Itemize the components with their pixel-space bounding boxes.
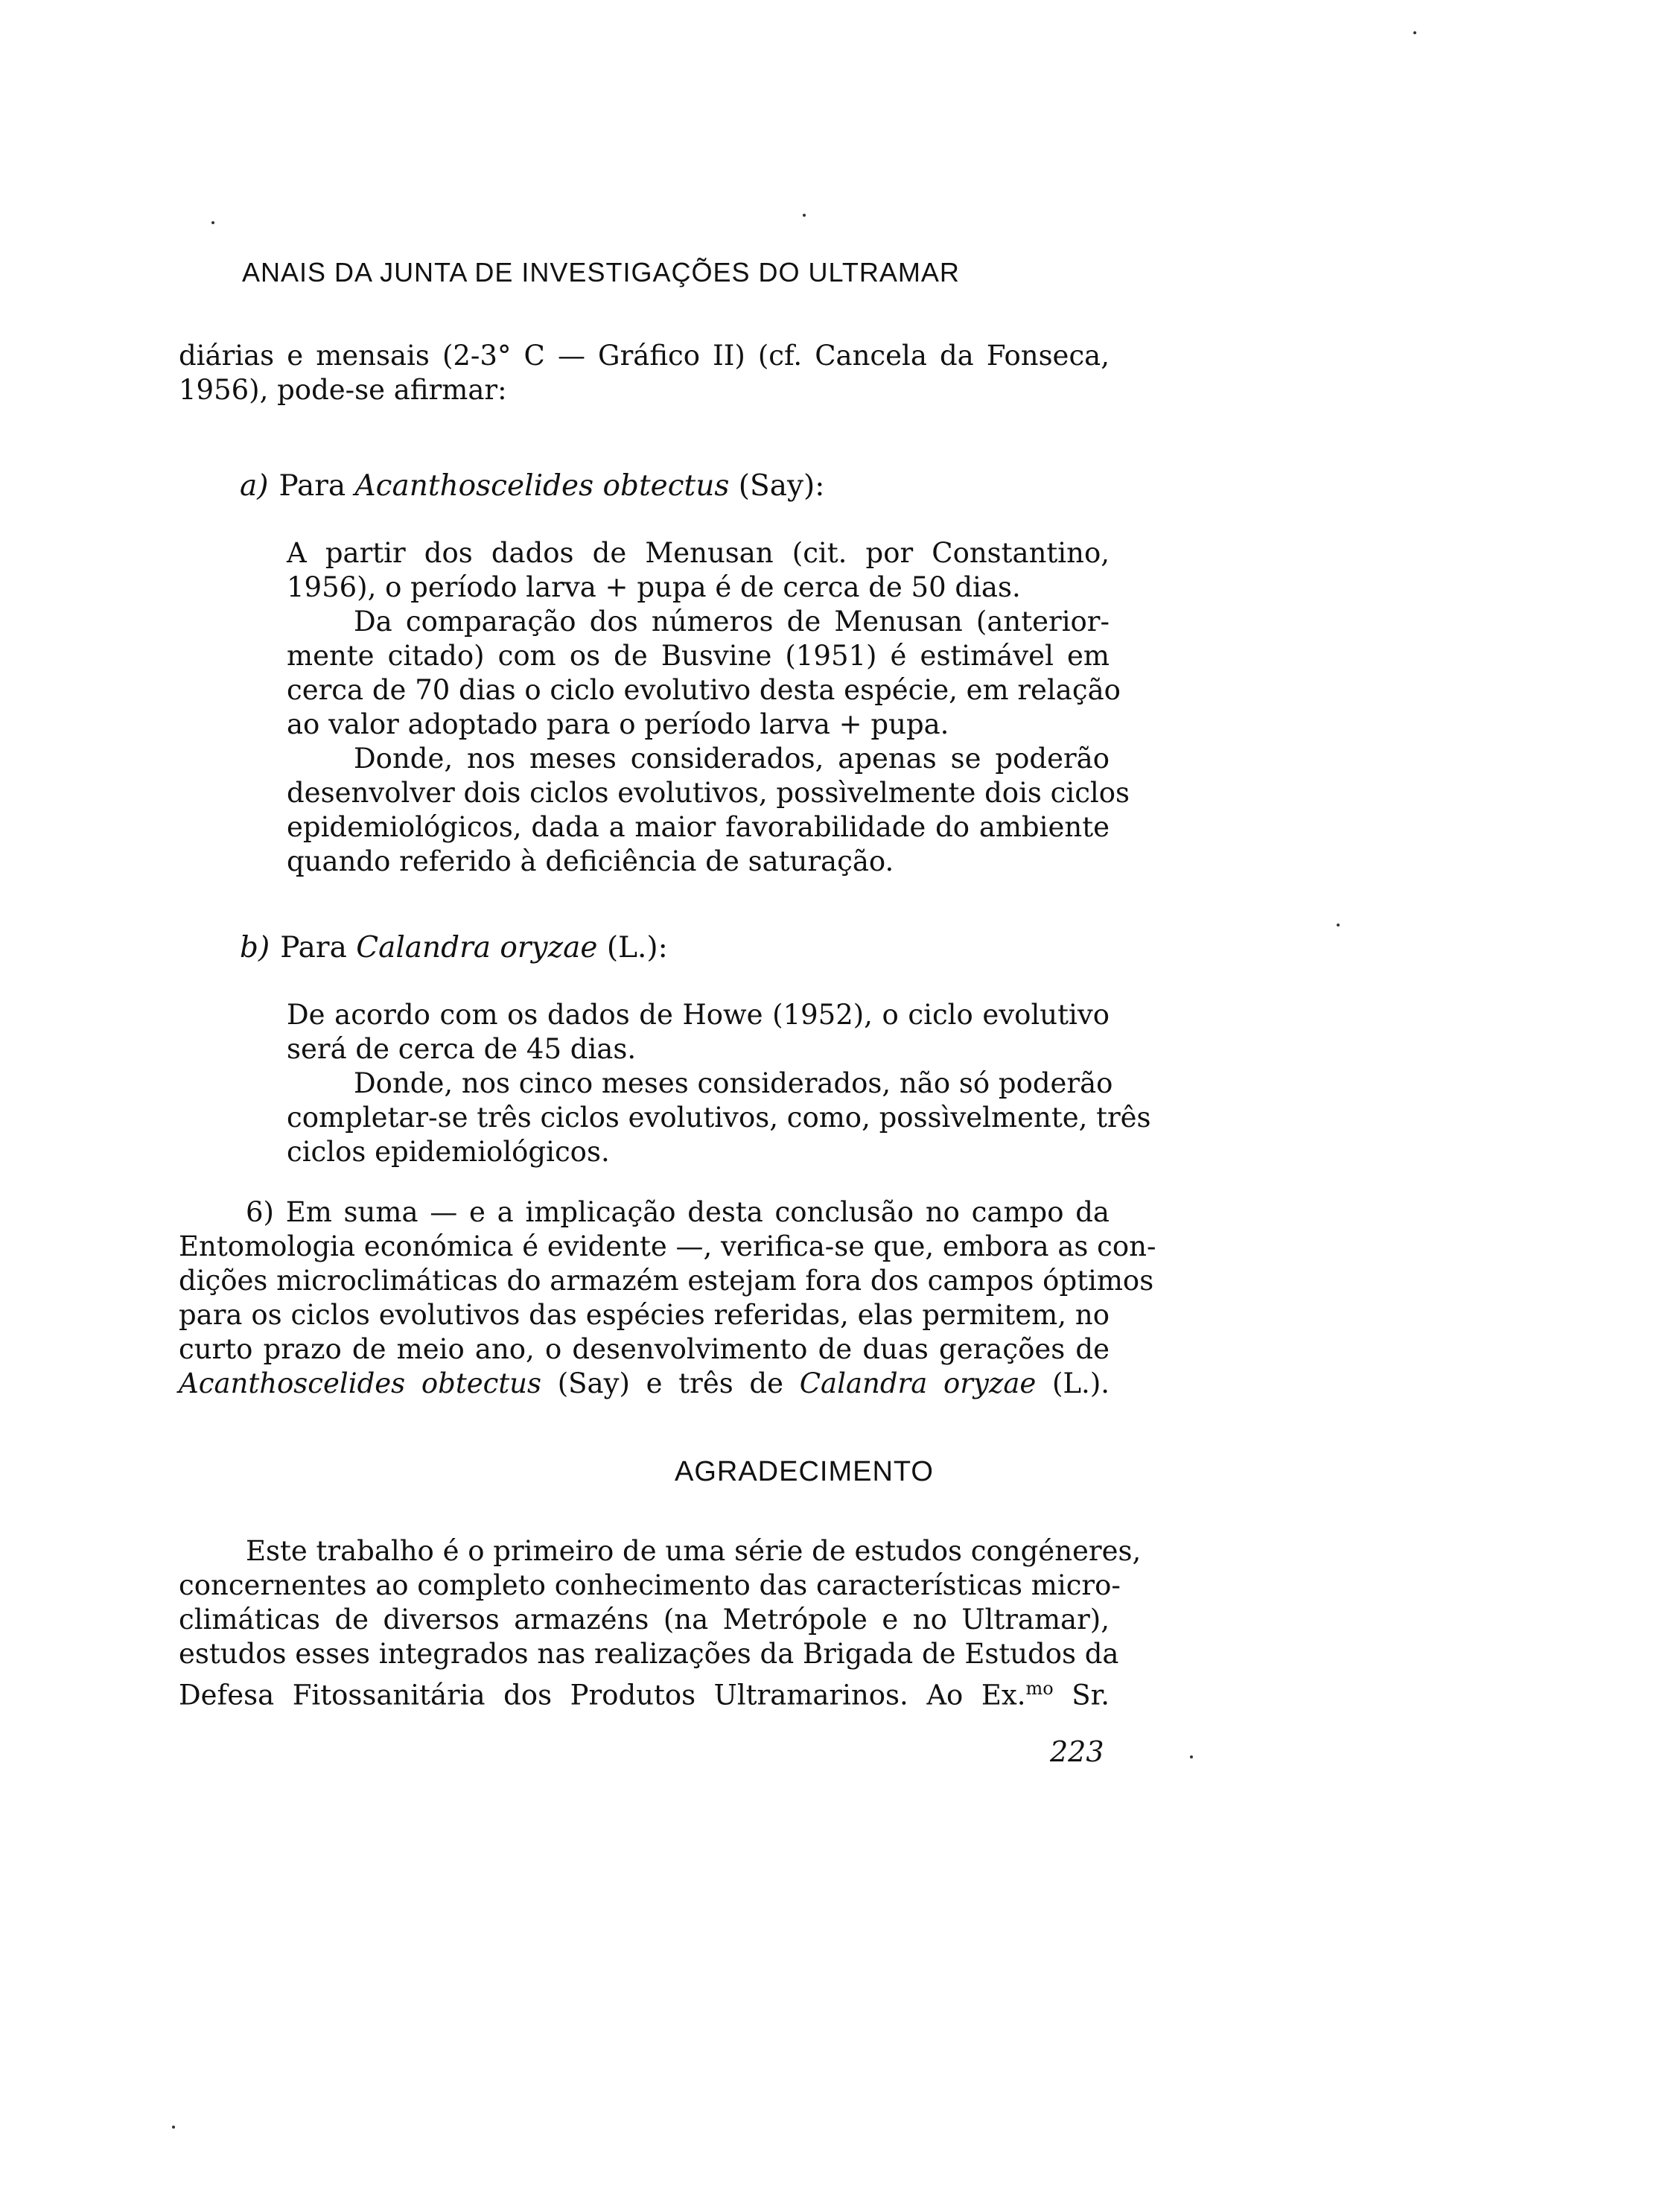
item-b-body bbox=[287, 998, 1151, 1169]
section-heading-text: AGRADECIMENTO bbox=[674, 1456, 934, 1487]
scan-speck bbox=[803, 214, 806, 217]
text-line: diárias e mensais (2-3° C — Gráfico II) (cf. Cancela da Fonseca, bbox=[179, 340, 1110, 372]
text-line bbox=[179, 1671, 1110, 1712]
text-line: mente citado) com os de Busvine (1951) é estimável em bbox=[287, 640, 1110, 672]
text-line: Este trabalho é o primeiro de uma série de estudos congéneres, bbox=[246, 1535, 1142, 1567]
species-name: Calandra oryzae bbox=[799, 1367, 1037, 1399]
scan-speck bbox=[172, 2126, 175, 2129]
item-b-heading bbox=[240, 931, 668, 965]
text-line: ao valor adoptado para o período larva + pupa. bbox=[287, 708, 949, 740]
text-line: climáticas de diversos armazéns (na Metrópole e no Ultramar), bbox=[179, 1604, 1110, 1636]
item-a-body bbox=[287, 536, 1130, 879]
running-head: ANAIS DA JUNTA DE INVESTIGAÇÕES DO ULTRAMAR bbox=[242, 257, 960, 287]
section-heading bbox=[0, 1456, 1668, 1488]
text-line: Entomologia económica é evidente —, verifica-se que, embora as con- bbox=[179, 1230, 1156, 1262]
acknowledgement-paragraph bbox=[179, 1534, 1142, 1712]
text-fragment: Sr. bbox=[1053, 1679, 1110, 1712]
text-line: De acordo com os dados de Howe (1952), o ciclo evolutivo bbox=[287, 999, 1110, 1031]
text-line: epidemiológicos, dada a maior favorabilidade do ambiente bbox=[287, 811, 1110, 843]
text-line: completar-se três ciclos evolutivos, como, possìvelmente, três bbox=[287, 1102, 1151, 1134]
text-line: 6) Em suma — e a implicação desta conclusão no campo da bbox=[246, 1196, 1110, 1228]
text-fragment: Defesa Fitossanitária dos Produtos Ultramarinos. Ao Ex. bbox=[179, 1679, 1026, 1712]
text-line: 1956), pode-se afirmar: bbox=[179, 374, 507, 406]
species-author: (L.): bbox=[606, 931, 668, 964]
species-name: Acanthoscelides obtectus bbox=[179, 1367, 542, 1399]
text-line: 1956), o período larva + pupa é de cerca de 50 dias. bbox=[287, 571, 1021, 603]
species-author: (Say): bbox=[738, 469, 825, 503]
species-name: Calandra oryzae bbox=[356, 931, 598, 964]
text-line: será de cerca de 45 dias. bbox=[287, 1033, 637, 1065]
text-line: para os ciclos evolutivos das espécies referidas, elas permitem, no bbox=[179, 1299, 1110, 1331]
scan-speck bbox=[1190, 1755, 1193, 1758]
scan-speck bbox=[1337, 924, 1340, 927]
item-lead: Para bbox=[280, 931, 347, 964]
item-a-heading bbox=[240, 469, 824, 503]
text-line: Donde, nos cinco meses considerados, não só poderão bbox=[354, 1067, 1113, 1099]
item-marker: a) bbox=[240, 469, 269, 503]
text-line: quando referido à deficiência de saturação. bbox=[287, 845, 894, 877]
scan-speck bbox=[211, 221, 214, 224]
intro-paragraph bbox=[179, 339, 1110, 407]
text-line: estudos esses integrados nas realizações da Brigada de Estudos da bbox=[179, 1638, 1119, 1670]
text-line: ciclos epidemiológicos. bbox=[287, 1136, 610, 1168]
point-6-paragraph bbox=[179, 1195, 1156, 1401]
text-line: dições microclimáticas do armazém estejam fora dos campos óptimos bbox=[179, 1265, 1154, 1297]
page-number: 223 bbox=[1050, 1735, 1104, 1768]
text-fragment: (L.). bbox=[1052, 1367, 1110, 1399]
text-line: cerca de 70 dias o ciclo evolutivo desta espécie, em relação bbox=[287, 674, 1121, 706]
item-lead: Para bbox=[278, 469, 346, 503]
scan-speck bbox=[1413, 31, 1416, 34]
text-line: curto prazo de meio ano, o desenvolvimento de duas gerações de bbox=[179, 1333, 1110, 1365]
text-line: A partir dos dados de Menusan (cit. por Constantino, bbox=[287, 537, 1110, 569]
text-line-species bbox=[179, 1367, 1110, 1401]
text-line: concernentes ao completo conhecimento das características micro- bbox=[179, 1569, 1121, 1601]
text-line: desenvolver dois ciclos evolutivos, possìvelmente dois ciclos bbox=[287, 777, 1130, 809]
species-name: Acanthoscelides obtectus bbox=[354, 469, 730, 503]
text-fragment: (Say) e três de bbox=[557, 1367, 784, 1399]
superscript: mo bbox=[1025, 1678, 1054, 1699]
text-line: Da comparação dos números de Menusan (anterior- bbox=[354, 606, 1110, 638]
text-line: Donde, nos meses considerados, apenas se poderão bbox=[354, 743, 1110, 775]
item-marker: b) bbox=[240, 931, 270, 964]
